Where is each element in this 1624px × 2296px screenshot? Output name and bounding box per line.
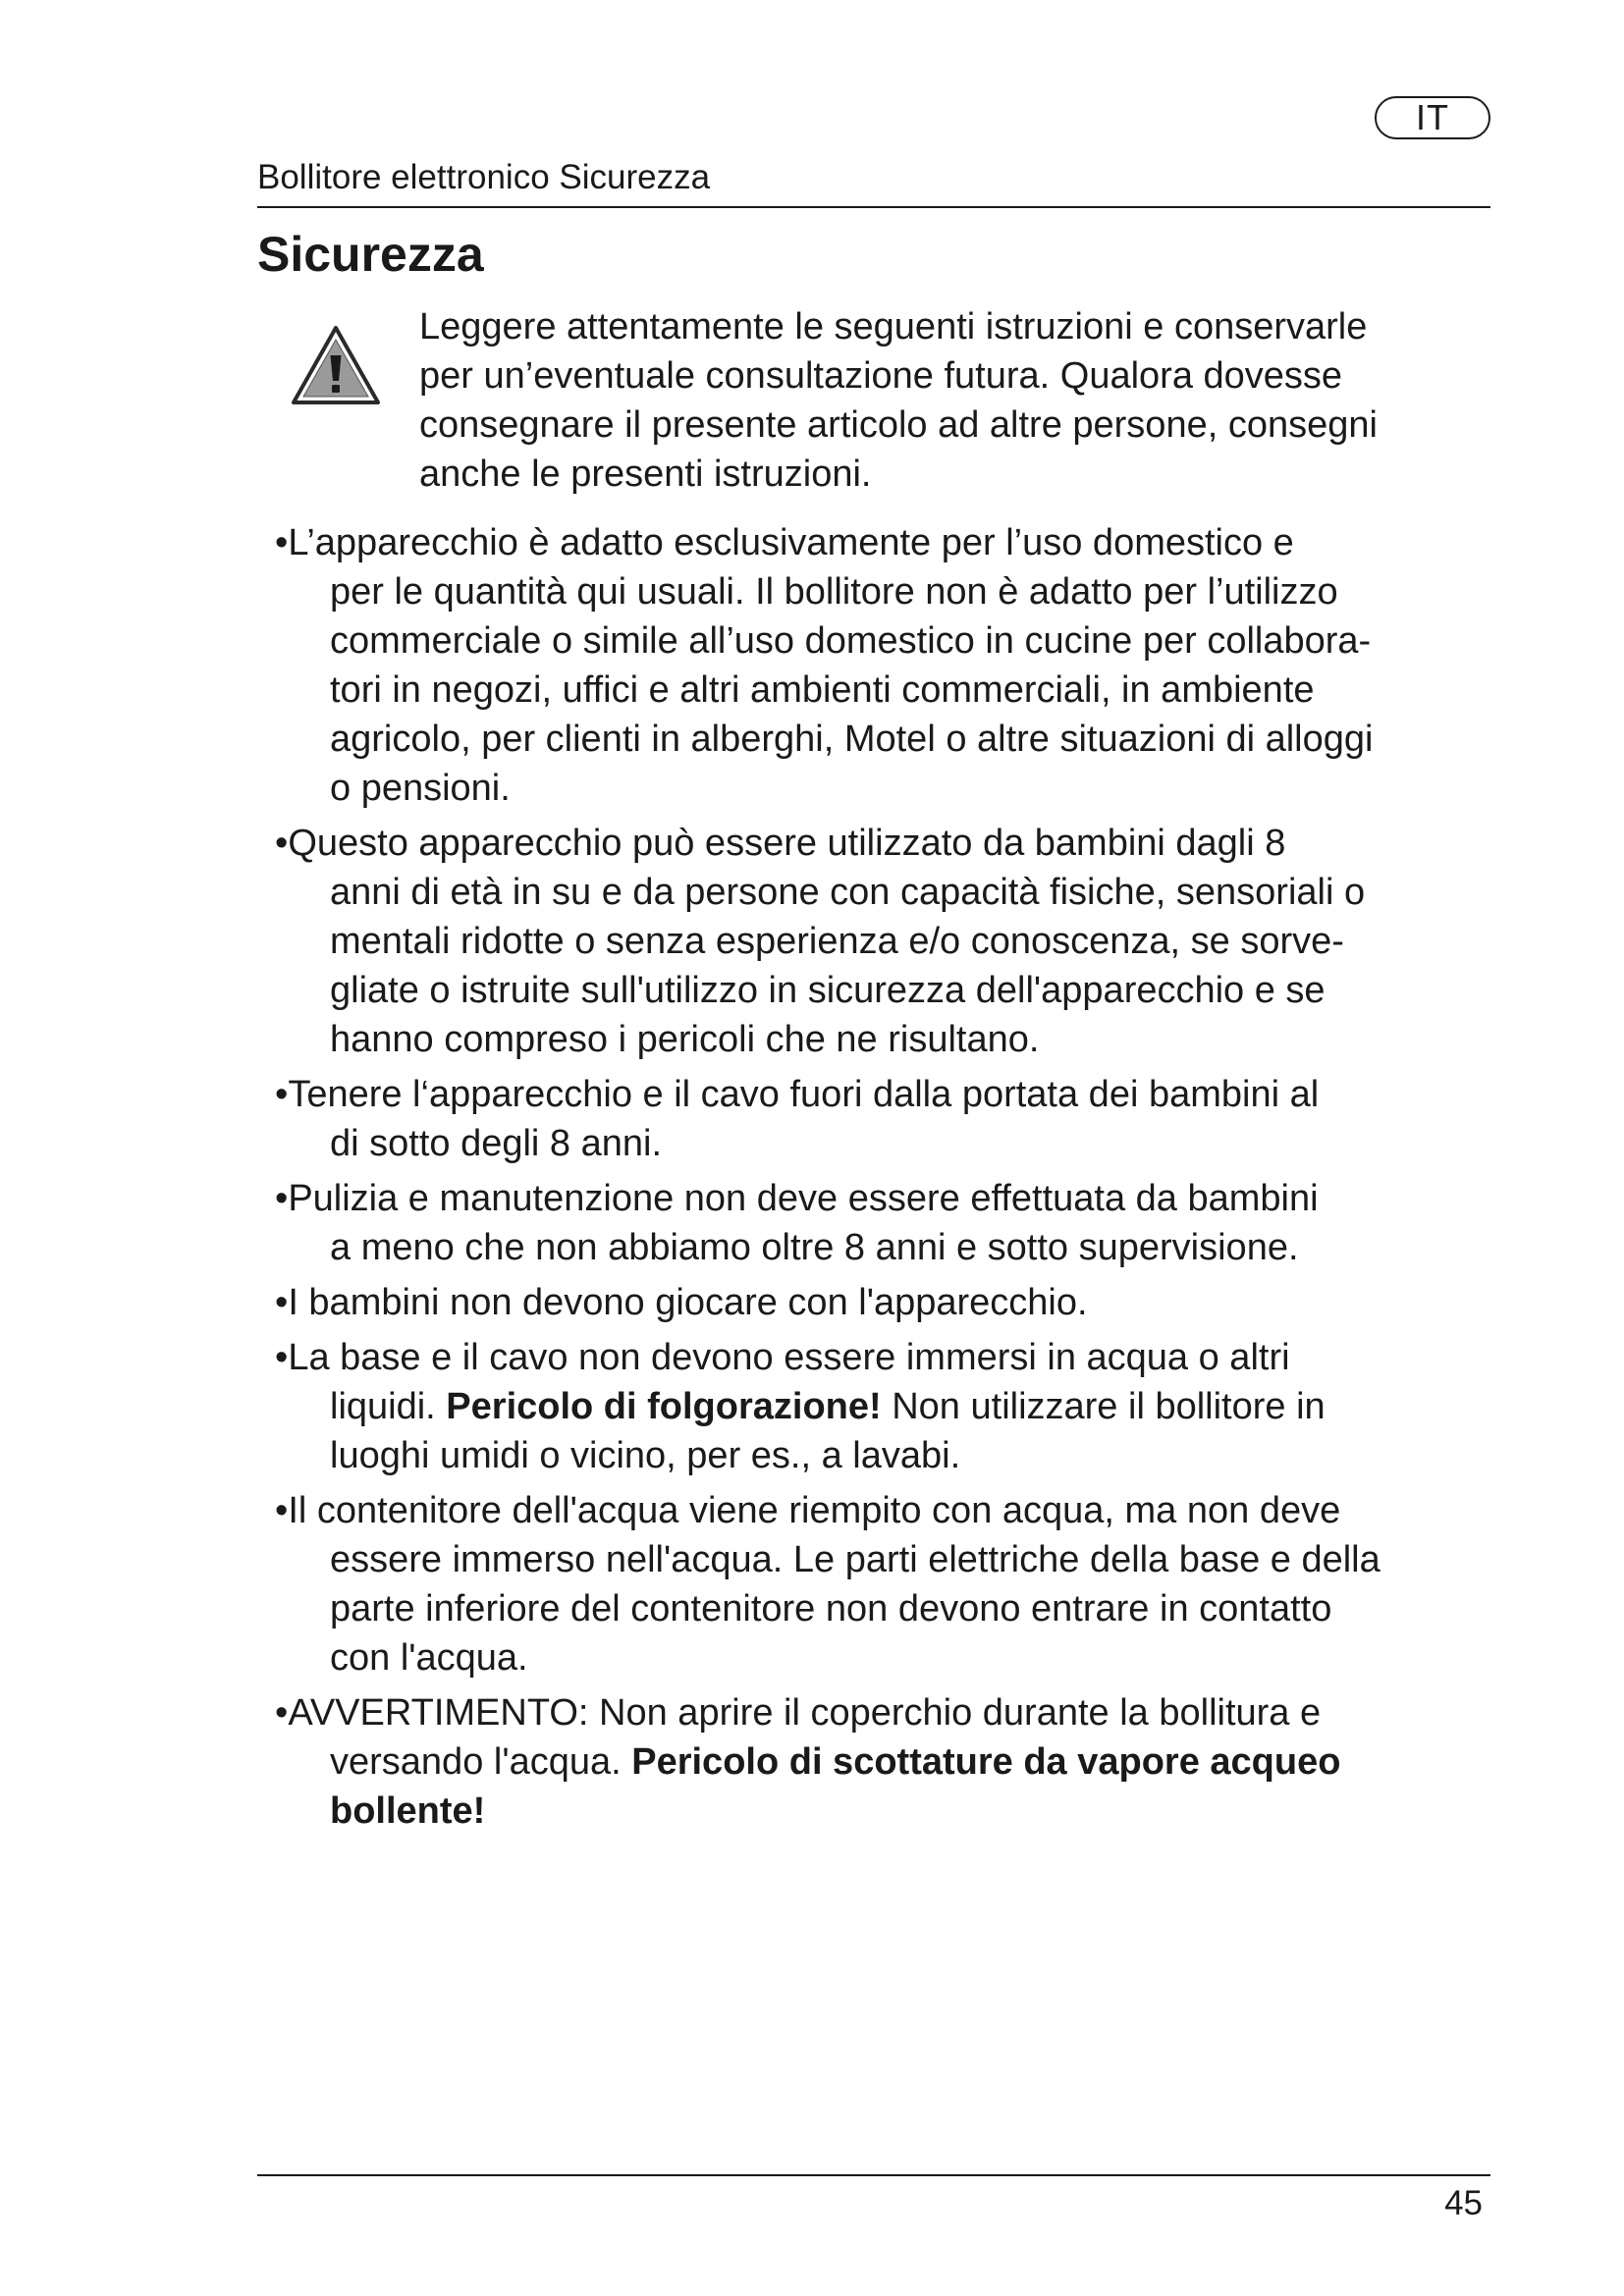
bullet-text: commerciale o simile all’uso domestico in cucine per collabora- (330, 620, 1372, 662)
intro-line: anche le presenti istruzioni. (419, 454, 872, 495)
bullet-text: parte inferiore del contenitore non devono entrare in contatto (330, 1588, 1332, 1629)
safety-bullet-household-use (275, 518, 1512, 813)
intro-line: consegnare il presente articolo ad altre persone, consegni (419, 404, 1378, 446)
bullet-text: essere immerso nell'acqua. Le parti elettriche della base e della (330, 1539, 1380, 1580)
bullet-text: anni di età in su e da persone con capacità fisiche, sensoriali o (330, 872, 1366, 913)
safety-bullet-water-container (275, 1486, 1512, 1682)
safety-bullet-keep-away (275, 1070, 1512, 1168)
bullet-text: mentali ridotte o senza esperienza e/o conoscenza, se sorve- (330, 921, 1344, 962)
footer-divider (257, 2174, 1490, 2176)
safety-bullet-list (275, 518, 1512, 1842)
intro-line: per un’eventuale consultazione futura. Qualora dovesse (419, 355, 1343, 397)
bullet-text: La base e il cavo non devono essere immersi in acqua o altri (288, 1337, 1290, 1378)
bullet-text: gliate o istruite sull'utilizzo in sicurezza dell'apparecchio e se (330, 970, 1326, 1011)
bullet-text: L’apparecchio è adatto esclusivamente per l’uso domestico e (288, 522, 1294, 563)
header-divider (257, 206, 1490, 208)
bullet-text: Pulizia e manutenzione non deve essere effettuata da bambini (288, 1178, 1319, 1219)
bullet-text: liquidi. (330, 1386, 447, 1427)
safety-bullet-children-age (275, 819, 1512, 1064)
bullet-text: con l'acqua. (330, 1637, 528, 1679)
page-number: 45 (1444, 2184, 1483, 2222)
intro-paragraph (419, 302, 1509, 499)
warning-triangle-icon (290, 324, 382, 406)
safety-bullet-no-play (275, 1278, 1512, 1327)
bullet-text: Tenere l‘apparecchio e il cavo fuori dalla portata dei bambini al (288, 1074, 1320, 1115)
danger-warning-text: bollente! (330, 1790, 486, 1832)
bullet-text: Il contenitore dell'acqua viene riempito con acqua, ma non deve (288, 1490, 1341, 1531)
bullet-text: Questo apparecchio può essere utilizzato da bambini dagli 8 (288, 823, 1286, 864)
bullet-dot: • (275, 522, 289, 563)
bullet-text: agricolo, per clienti in alberghi, Motel o altre situazioni di alloggi (330, 719, 1374, 760)
bullet-text: luoghi umidi o vicino, per es., a lavabi. (330, 1435, 961, 1476)
danger-warning-text: Pericolo di scottature da vapore acqueo (631, 1741, 1341, 1783)
bullet-text: versando l'acqua. (330, 1741, 632, 1783)
bullet-dot: • (275, 1178, 289, 1219)
bullet-text: o pensioni. (330, 768, 511, 809)
bullet-text: per le quantità qui usuali. Il bollitore non è adatto per l’utilizzo (330, 571, 1338, 613)
bullet-text: tori in negozi, uffici e altri ambienti commerciali, in ambiente (330, 669, 1315, 711)
intro-line: Leggere attentamente le seguenti istruzioni e conservarle (419, 306, 1368, 347)
bullet-dot: • (275, 823, 289, 864)
bullet-dot: • (275, 1074, 289, 1115)
bullet-dot: • (275, 1337, 289, 1378)
bullet-text: Non utilizzare il bollitore in (881, 1386, 1326, 1427)
bullet-text: di sotto degli 8 anni. (330, 1123, 663, 1164)
bullet-dot: • (275, 1692, 289, 1734)
bullet-text: I bambini non devono giocare con l'apparecchio. (288, 1282, 1088, 1323)
bullet-dot: • (275, 1490, 289, 1531)
danger-warning-text: Pericolo di folgorazione! (446, 1386, 882, 1427)
page-title: Sicurezza (257, 227, 484, 282)
safety-bullet-steam-warning (275, 1688, 1512, 1836)
bullet-text: AVVERTIMENTO: Non aprire il coperchio durante la bollitura e (288, 1692, 1322, 1734)
bullet-text: a meno che non abbiamo oltre 8 anni e sotto supervisione. (330, 1227, 1299, 1268)
bullet-dot: • (275, 1282, 289, 1323)
language-badge: IT (1375, 96, 1490, 139)
bullet-text: hanno compreso i pericoli che ne risultano. (330, 1019, 1040, 1060)
safety-bullet-cleaning (275, 1174, 1512, 1272)
safety-bullet-electrocution (275, 1333, 1512, 1480)
running-header: Bollitore elettronico Sicurezza (257, 158, 711, 196)
